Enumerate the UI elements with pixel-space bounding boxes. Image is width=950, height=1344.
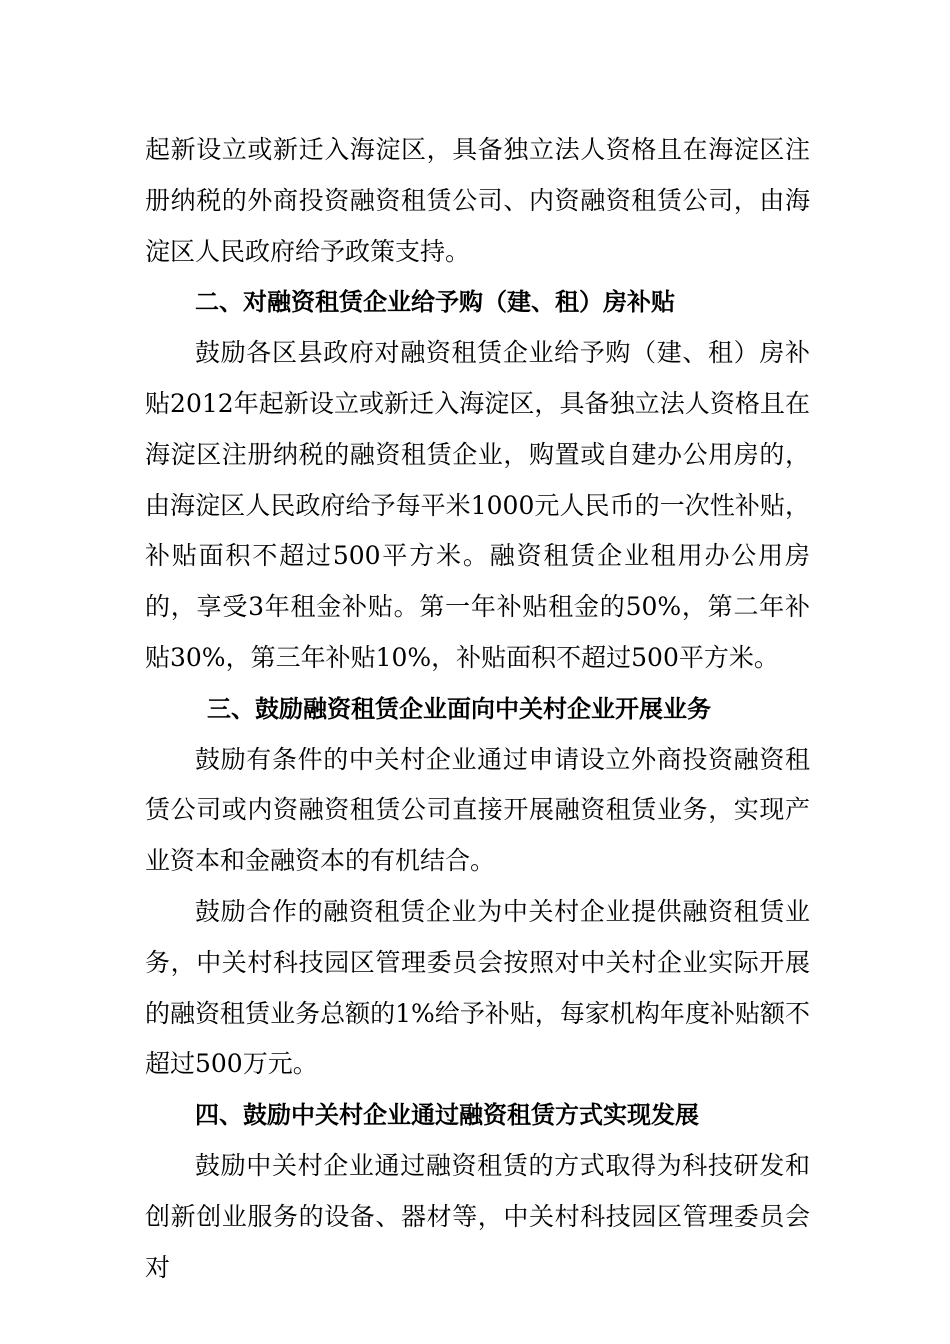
section-heading-enterprise-development: 四、鼓励中关村企业通过融资租赁方式实现发展 bbox=[195, 1101, 699, 1130]
paragraph-equipment-leasing: 鼓励中关村企业通过融资租赁的方式取得为科技研发和创新创业服务的设备、器材等，中关村科技园区管理委员会对 bbox=[145, 1150, 810, 1282]
section-heading-housing-subsidy: 二、对融资租赁企业给予购（建、租）房补贴 bbox=[195, 288, 675, 317]
paragraph-housing-subsidy: 鼓励各区县政府对融资租赁企业给予购（建、租）房补贴2012年起新设立或新迁入海淀区，具备独立法人资格且在海淀区注册纳税的融资租赁企业，购置或自建办公用房的，由海淀区人民政府给予每平米1000元人民币的一次性补贴，补贴面积不超过500平方米。融资租赁企业租用办公用房的，享受3年租金补贴。第一年补贴租金的50%，第二年补贴30%，第三年补贴10%，补贴面积不超过500平方米。 bbox=[145, 338, 810, 672]
paragraph-business-subsidy: 鼓励合作的融资租赁企业为中关村企业提供融资租赁业务，中关村科技园区管理委员会按照对中关村企业实际开展的融资租赁业务总额的1%给予补贴，每家机构年度补贴额不超过500万元。 bbox=[145, 896, 810, 1079]
section-heading-zhongguancun-business: 三、鼓励融资租赁企业面向中关村企业开展业务 bbox=[207, 694, 711, 723]
document-page bbox=[145, 125, 810, 1293]
paragraph-policy-support: 起新设立或新迁入海淀区，具备独立法人资格且在海淀区注册纳税的外商投资融资租赁公司、内资融资租赁公司，由海淀区人民政府给予政策支持。 bbox=[145, 135, 810, 266]
paragraph-leasing-companies: 鼓励有条件的中关村企业通过申请设立外商投资融资租赁公司或内资融资租赁公司直接开展融资租赁业务，实现产业资本和金融资本的有机结合。 bbox=[145, 744, 810, 876]
